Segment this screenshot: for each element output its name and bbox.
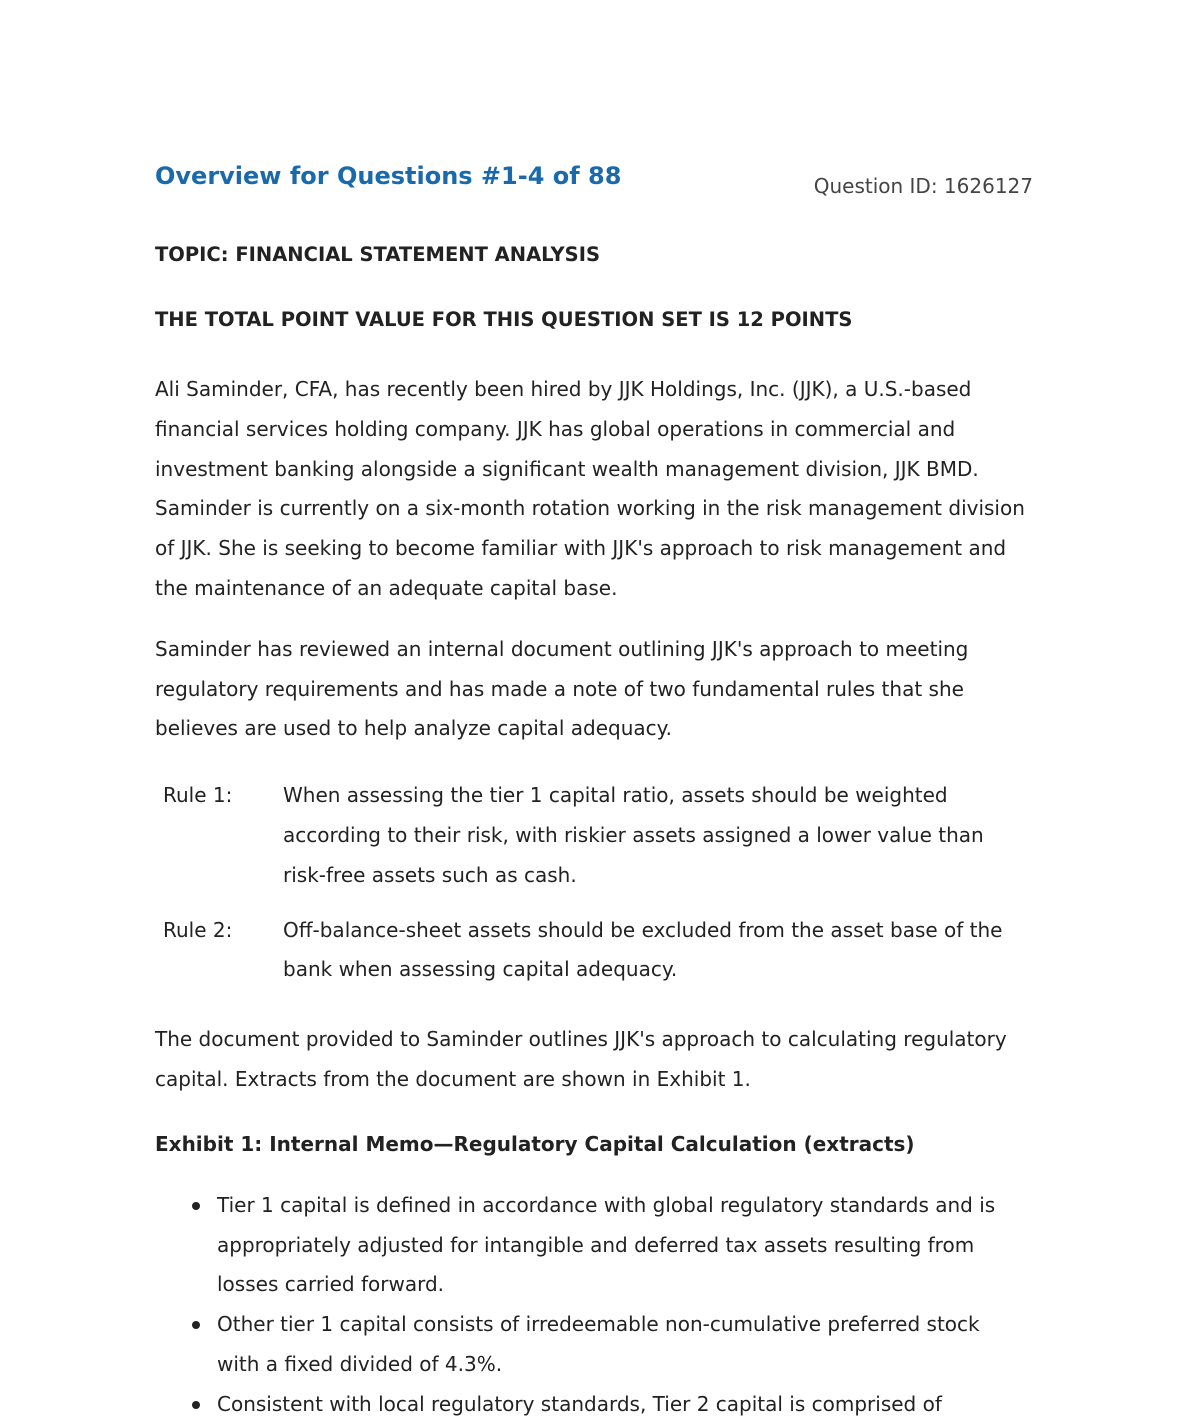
bullet-text: Tier 1 capital is defined in accordance with global regulatory standards and is appropriately adjusted for intangible and deferred tax assets resulting from losses carried forward.	[217, 1192, 996, 1297]
exhibit-title: Exhibit 1: Internal Memo—Regulatory Capital Calculation (extracts)	[155, 1131, 915, 1156]
question-header	[155, 162, 1035, 212]
rules-list	[155, 776, 1035, 990]
rules-intro-paragraph: Saminder has reviewed an internal document outlining JJK's approach to meeting regulatory requirements and has made a note of two fundamental rules that she believes are used to help analyze capital adequacy.	[155, 636, 969, 741]
list-item	[155, 1186, 1035, 1305]
rule-item	[155, 911, 1035, 991]
page-title: Overview for Questions #1-4 of 88	[155, 162, 622, 190]
bullet-icon	[155, 1305, 217, 1385]
bullet-text: Consistent with local regulatory standards, Tier 2 capital is comprised of	[217, 1391, 942, 1416]
rule-text: When assessing the tier 1 capital ratio, assets should be weighted according to their risk, with riskier assets assigned a lower value than risk-free assets such as cash.	[283, 783, 984, 887]
rule-label: Rule 1:	[163, 783, 233, 808]
rule-text: Off-balance-sheet assets should be excluded from the asset base of the bank when assessing capital adequacy.	[283, 917, 1003, 982]
document-paragraph: The document provided to Saminder outlines JJK's approach to calculating regulatory capital. Extracts from the document are shown in Exhibit 1.	[155, 1027, 1007, 1091]
point-value-heading: THE TOTAL POINT VALUE FOR THIS QUESTION SET IS 12 POINTS	[155, 308, 853, 331]
bullet-text: Other tier 1 capital consists of irredeemable non-cumulative preferred stock with a fixed divided of 4.3%.	[217, 1312, 980, 1376]
intro-paragraph: Ali Saminder, CFA, has recently been hired by JJK Holdings, Inc. (JJK), a U.S.-based financial services holding company. JJK has global operations in commercial and investment banking alongside a significant wealth management division, JJK BMD. Saminder is currently on a six-month rotation working in the risk management division of JJK. She is seeking to become familiar with JJK's approach to risk management and the maintenance of an adequate capital base.	[155, 377, 1025, 600]
topic-heading: TOPIC: FINANCIAL STATEMENT ANALYSIS	[155, 243, 601, 266]
rule-label: Rule 2:	[163, 917, 233, 942]
exhibit-bullet-list	[155, 1186, 1035, 1425]
list-item	[155, 1305, 1035, 1385]
question-body	[155, 240, 1035, 1425]
bullet-icon	[155, 1186, 217, 1305]
rule-item	[155, 776, 1035, 895]
question-id: Question ID: 1626127	[813, 174, 1033, 198]
